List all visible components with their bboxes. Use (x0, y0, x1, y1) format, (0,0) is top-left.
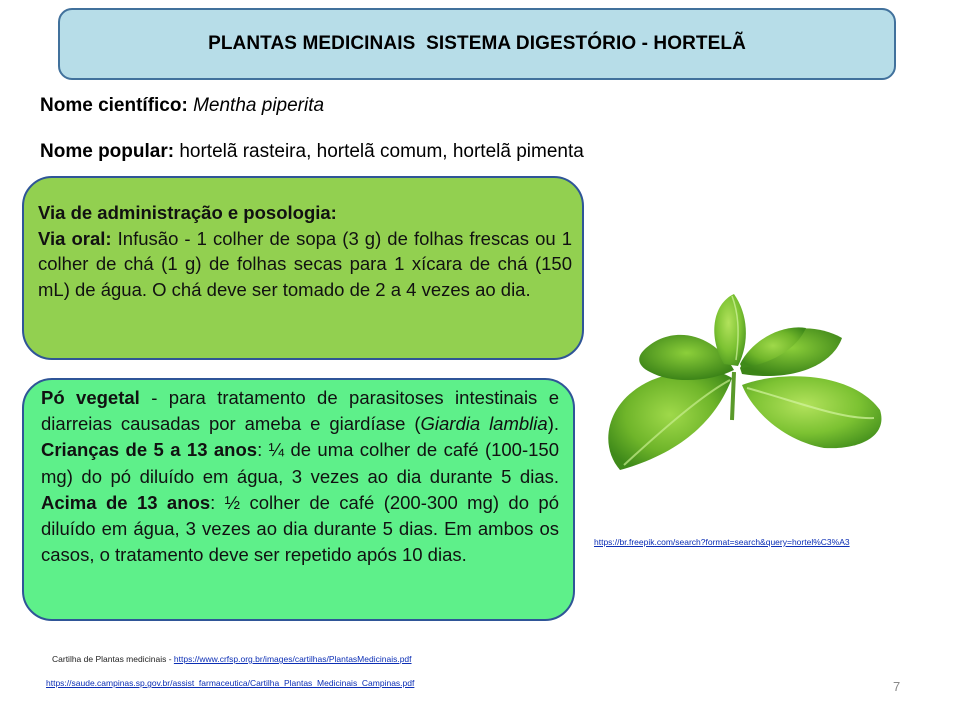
scientific-name-label: Nome científico: (40, 95, 188, 116)
page-number: 7 (893, 679, 901, 694)
powder-text-1: - para tratamento de parasitoses intestinais e diarreias causadas por ameba e giardíase ( (41, 387, 559, 435)
slide-title-box (58, 8, 896, 80)
reference-2-link[interactable]: https://saude.campinas.sp.gov.br/assist_farmaceutica/Cartilha_Plantas_Medicinais_Campinas.pdf (46, 678, 415, 688)
children-dose-label: Crianças de 5 a 13 anos (41, 439, 258, 461)
powder-text-3: : ¼ de uma colher de café (100-150 mg) do pó diluído em água, 3 vezes ao dia durante 5 dias. (41, 439, 559, 487)
powder-text-2: ). (547, 413, 559, 435)
popular-name-value: hortelã rasteira, hortelã comum, hortelã pimenta (179, 141, 584, 162)
reference-1-link[interactable]: https://www.crfsp.org.br/images/cartilhas/PlantasMedicinais.pdf (173, 654, 412, 664)
powder-label: Pó vegetal (41, 387, 140, 408)
oral-text: Infusão - 1 colher de sopa (3 g) de folhas frescas ou 1 colher de chá (1 g) de folhas secas para 1 xícara de chá (150 mL) de água. O chá deve ser tomado de 2 a 4 vezes ao dia. (38, 227, 573, 300)
oral-administration-box (22, 176, 584, 360)
giardia-species: Giardia lamblia (420, 413, 548, 435)
popular-name-line (40, 141, 584, 163)
oral-box-heading: Via de administração e posologia: (38, 202, 337, 223)
powder-text-4: : ½ colher de café (200-300 mg) do pó diluído em água, 3 vezes ao dia durante 5 dias. Em ambos os casos, o tratamento deve ser repetido após 10 dias. (41, 491, 559, 566)
mint-leaves-icon (592, 260, 892, 500)
mint-leaves-image (592, 260, 892, 500)
scientific-name-line (40, 95, 324, 117)
slide-title: PLANTAS MEDICINAIS SISTEMA DIGESTÓRIO - HORTELÃ (208, 33, 746, 54)
reference-1-label: Cartilha de Plantas medicinais - (52, 654, 174, 664)
reference-1 (52, 654, 412, 664)
image-source-link[interactable]: https://br.freepik.com/search?format=search&query=hortel%C3%A3 (594, 537, 850, 547)
scientific-name-value: Mentha piperita (193, 95, 325, 116)
adult-dose-label: Acima de 13 anos (41, 491, 211, 513)
powder-treatment-box (22, 378, 575, 621)
popular-name-label: Nome popular: (40, 141, 175, 162)
oral-label: Via oral: (38, 227, 112, 249)
